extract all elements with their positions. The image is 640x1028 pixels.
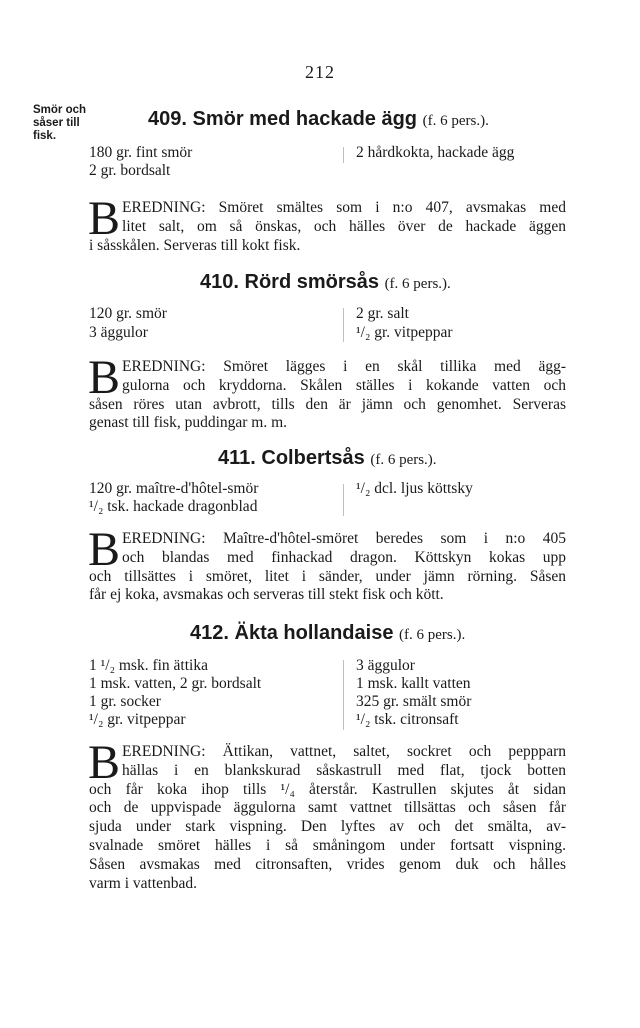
prep-line: genast till fisk, puddingar m. m. [89, 414, 288, 432]
prep-line: gulorna och kryddorna. Skålen ställes i kokande vatten och [122, 376, 566, 394]
recipe-number: 411. [218, 447, 256, 469]
margin-note-line: såser till [33, 117, 80, 129]
ingredient: 180 gr. fint smör [89, 144, 193, 161]
ingredient: 120 gr. maître-d'hôtel-smör [89, 480, 259, 497]
page-number: 212 [305, 62, 335, 82]
recipe-servings: (f. 6 pers.). [370, 452, 437, 468]
prep-line: i såsskålen. Serveras till kokt fisk. [89, 236, 301, 254]
ingredient: 1 ¹/₂ msk. fin ättika [89, 657, 208, 674]
recipe-name: Äkta hollandaise [234, 622, 394, 644]
prep-line: hällas i en blankskurad såskastrull med flat, tjock botten [122, 761, 566, 779]
prep-line: och tillsättes i smöret, litet i sänder, under jämn rörning. Såsen [89, 567, 566, 585]
prep-line: EREDNING: Maître-d'hôtel-smöret beredes som i n:o 405 [122, 530, 566, 547]
recipe-title-409 [148, 108, 489, 131]
prep-line: varm i vattenbad. [89, 874, 198, 892]
preparation-411 [88, 523, 566, 605]
preparation-409 [88, 192, 566, 255]
prep-line: och de uppvispade äggulorna samt vattnet tillsättas och såsen får [89, 799, 566, 817]
ingredient: 2 gr. bordsalt [89, 162, 171, 179]
prep-line: sjuda under stark vispning. Den lyftes av och det smälta, av- [89, 818, 566, 836]
prep-line: och blandas med finhackad dragon. Köttskyn kokas upp [122, 548, 566, 566]
ingredient: ¹/₂ tsk. hackade dragonblad [89, 498, 258, 515]
drop-cap: B [88, 736, 121, 789]
prep-line: såsen röres utan avbrott, tills den är jämn och genomhet. Serveras [89, 395, 566, 413]
prep-line: och får koka ihop tills ¹/₄ återstår. Kastrullen skjutes åt sidan [89, 780, 566, 798]
drop-cap: B [88, 523, 121, 576]
margin-note-line: fisk. [33, 130, 57, 142]
ingredient: ¹/₂ gr. vitpeppar [356, 324, 453, 341]
ingredient: 3 äggulor [356, 657, 415, 674]
recipe-title-410 [200, 271, 451, 294]
prep-line: får ej koka, avsmakas och serveras till stekt fisk och kött. [89, 586, 444, 604]
recipe-servings: (f. 6 pers.). [384, 276, 451, 292]
recipe-servings: (f. 6 pers.). [399, 627, 466, 643]
recipe-name: Colbertsås [261, 447, 365, 469]
preparation-410 [88, 351, 566, 433]
recipe-number: 410. [200, 271, 239, 293]
ingredient: 2 hårdkokta, hackade ägg [356, 144, 515, 161]
drop-cap: B [88, 192, 121, 245]
ingredient: 1 msk. vatten, 2 gr. bordsalt [89, 675, 262, 692]
prep-line: EREDNING: Smöret smältes som i n:o 407, avsmakas med [122, 199, 566, 216]
recipe-name: Smör med hackade ägg [192, 108, 418, 130]
prep-line: EREDNING: Smöret lägges i en skål tillika med ägg- [122, 358, 566, 375]
recipe-number: 412. [190, 622, 229, 644]
ingredient: 2 gr. salt [356, 305, 409, 322]
recipe-number: 409. [148, 108, 187, 130]
prep-line: litet salt, om så önskas, och hälles över de hackade äggen [122, 217, 566, 235]
prep-line: Såsen avsmakas med citronsaften, vrides genom duk och hålles [89, 855, 566, 873]
preparation-412 [88, 736, 566, 893]
ingredient: 1 gr. socker [89, 693, 161, 710]
ingredient: ¹/₂ gr. vitpeppar [89, 711, 186, 728]
recipe-title-412 [190, 622, 465, 645]
recipe-servings: (f. 6 pers.). [422, 113, 489, 129]
prep-line: EREDNING: Ättikan, vattnet, saltet, sockret och peppparn [122, 743, 566, 760]
ingredient: 3 äggulor [89, 324, 148, 341]
ingredient-divider [343, 147, 344, 163]
drop-cap: B [88, 351, 121, 404]
ingredient-divider [343, 308, 344, 342]
ingredient-divider [343, 660, 344, 730]
prep-line: svalnade smöret hälles i så småningom under fortsatt vispning. [89, 836, 566, 854]
ingredient: ¹/₂ tsk. citronsaft [356, 711, 459, 728]
recipe-title-411 [218, 447, 437, 470]
margin-note-line: Smör och [33, 104, 87, 116]
recipe-name: Rörd smörsås [244, 271, 379, 293]
ingredient-divider [343, 484, 344, 516]
ingredient: 120 gr. smör [89, 305, 167, 322]
ingredient: 1 msk. kallt vatten [356, 675, 471, 692]
margin-note [33, 104, 86, 143]
ingredient: 325 gr. smält smör [356, 693, 472, 710]
ingredient: ¹/₂ dcl. ljus köttsky [356, 480, 473, 497]
